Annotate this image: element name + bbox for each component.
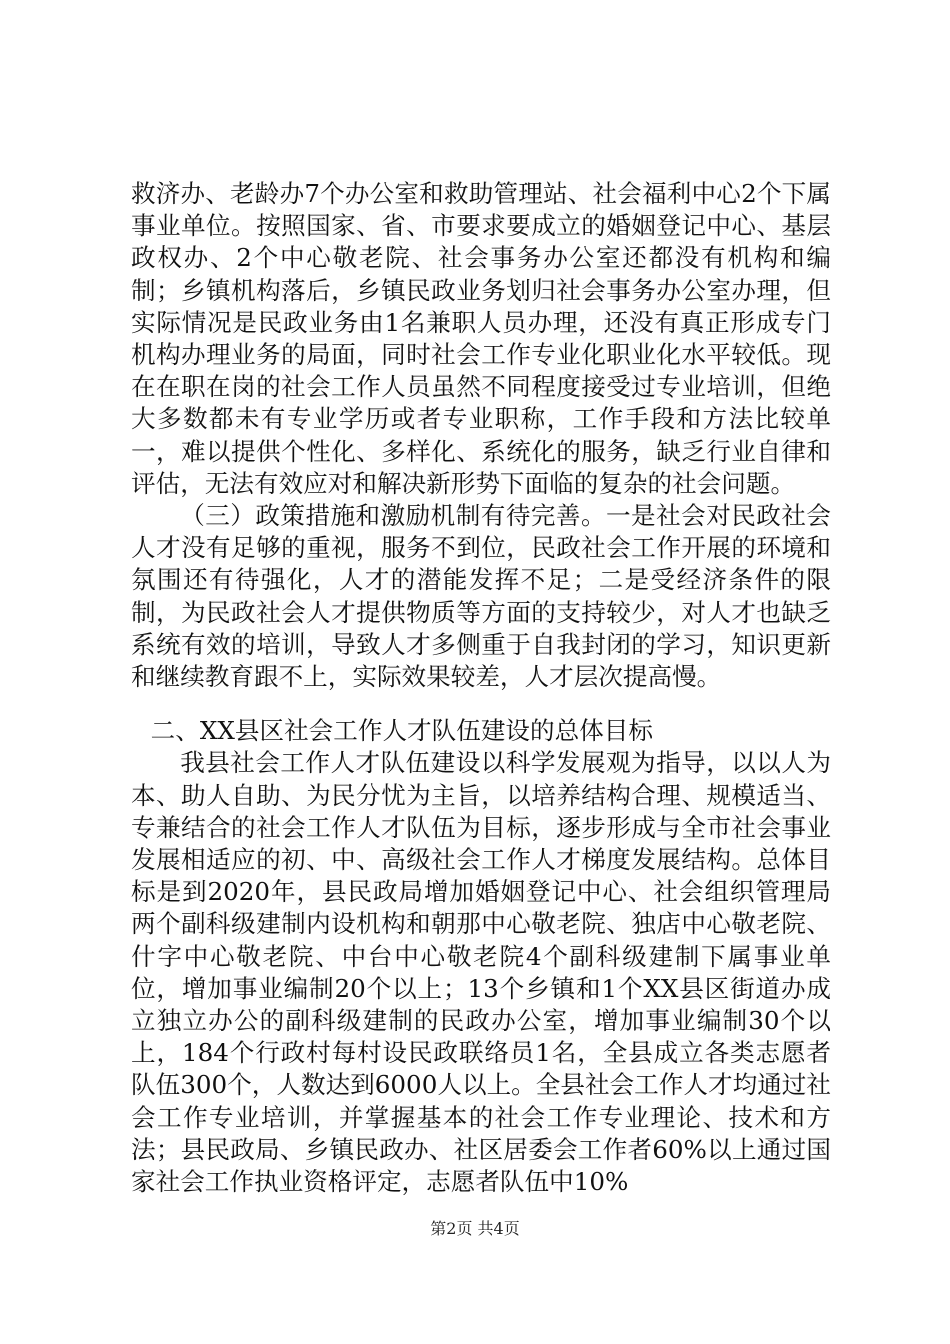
document-body xyxy=(131,178,831,1198)
paragraph-gap xyxy=(131,693,831,715)
section-heading: 二、XX县区社会工作人才队伍建设的总体目标 xyxy=(150,716,653,746)
page-number-footer: 第2页 共4页 xyxy=(430,1219,520,1238)
paragraph-overall-goal: 我县社会工作人才队伍建设以科学发展观为指导，以以人为本、助人自助、为民分忧为主旨，以培养结构合理、规模适当、专兼结合的社会工作人才队伍为目标，逐步形成与全市社会事业发展相适应的初、中、高级社会工作人才梯度发展结构。总体目标是到2020年，县民政局增加婚姻登记中心、社会组织管理局两个副科级建制内设机构和朝那中心敬老院、独店中心敬老院、什字中心敬老院、中台中心敬老院4个副科级建制下属事业单位，增加事业编制20个以上；13个乡镇和1个XX县区街道办成立独立办公的副科级建制的民政办公室，增加事业编制30个以上，184个行政村每村设民政联络员1名，全县成立各类志愿者队伍300个，人数达到6000人以上。全县社会工作人才均通过社会工作专业培训，并掌握基本的社会工作专业理论、技术和方法；县民政局、乡镇民政办、社区居委会工作者60%以上通过国家社会工作执业资格评定，志愿者队伍中10% xyxy=(131,748,831,1197)
paragraph-policy-measures: （三）政策措施和激励机制有待完善。一是社会对民政社会人才没有足够的重视，服务不到位，民政社会工作开展的环境和氛围还有待强化，人才的潜能发挥不足；二是受经济条件的限制，为民政社会人才提供物质等方面的支持较少，对人才也缺乏系统有效的培训，导致人才多侧重于自我封闭的学习，知识更新和继续教育跟不上，实际效果较差，人才层次提高慢。 xyxy=(131,501,831,692)
paragraph-continued: 救济办、老龄办7个办公室和救助管理站、社会福利中心2个下属事业单位。按照国家、省、市要求要成立的婚姻登记中心、基层政权办、2个中心敬老院、社会事务办公室还都没有机构和编制；乡镇机构落后，乡镇民政业务划归社会事务办公室办理，但实际情况是民政业务由1名兼职人员办理，还没有真正形成专门机构办理业务的局面，同时社会工作专业化职业化水平较低。现在在职在岗的社会工作人员虽然不同程度接受过专业培训，但绝大多数都未有专业学历或者专业职称，工作手段和方法比较单一，难以提供个性化、多样化、系统化的服务，缺乏行业自律和评估，无法有效应对和解决新形势下面临的复杂的社会问题。 xyxy=(131,179,831,498)
